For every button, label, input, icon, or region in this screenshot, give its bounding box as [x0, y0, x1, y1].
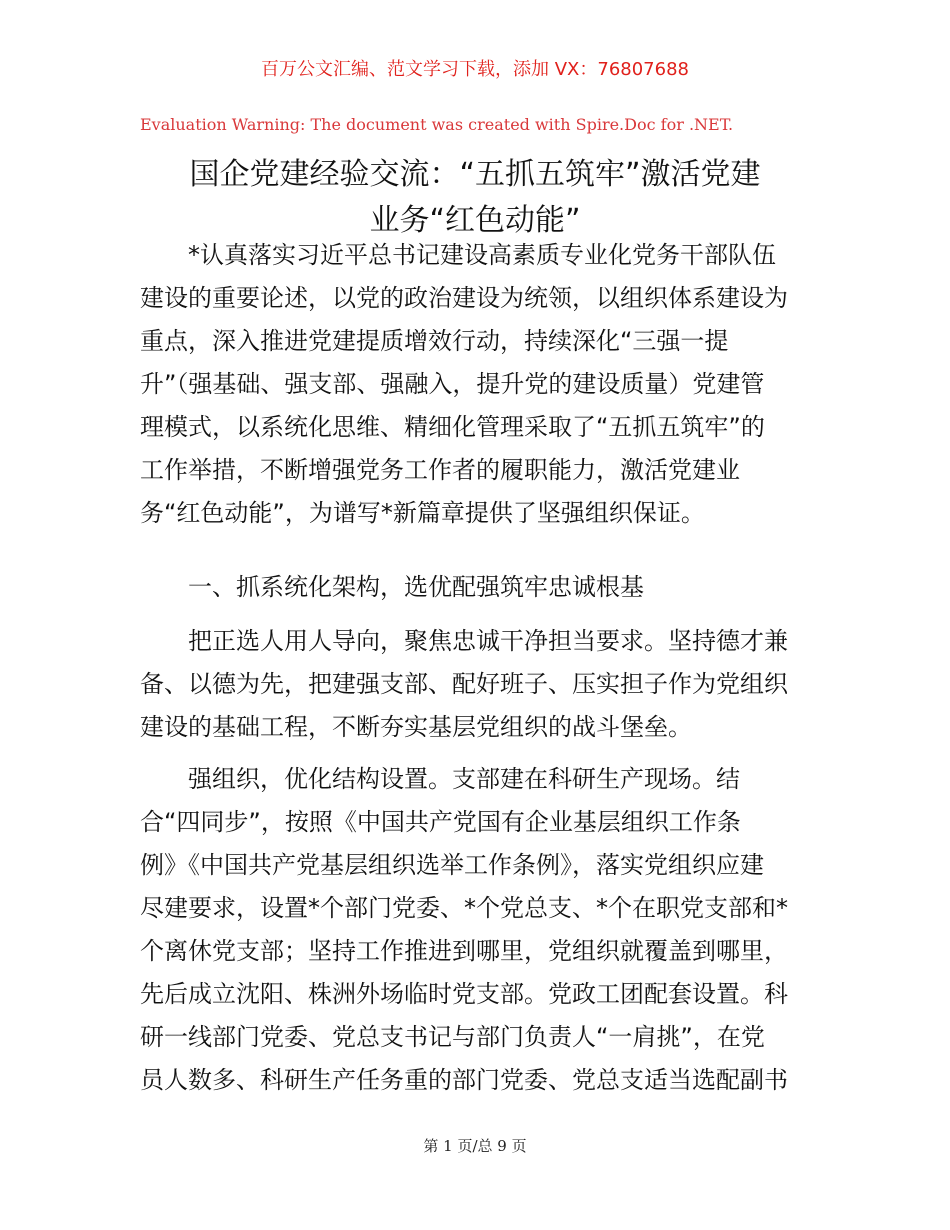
text-line: 员人数多、科研生产任务重的部门党委、党总支适当选配副书: [140, 1066, 788, 1094]
text-line: 研一线部门党委、党总支书记与部门负责人“一肩挑”，在党: [140, 1023, 765, 1051]
text-line: 强组织，优化结构设置。支部建在科研生产现场。结: [188, 765, 740, 793]
paragraph-intro: [140, 234, 812, 535]
text-line: 务“红色动能”，为谱写*新篇章提供了坚强组织保证。: [140, 499, 705, 527]
text-line: 建设的基础工程，不断夯实基层党组织的战斗堡垒。: [140, 713, 692, 741]
text-line: 备、以德为先，把建强支部、配好班子、压实担子作为党组织: [140, 670, 788, 698]
text-line: 工作举措，不断增强党务工作者的履职能力，激活党建业: [140, 456, 740, 484]
paragraph-body: [140, 620, 812, 749]
text-line: 升”（强基础、强支部、强融入，提升党的建设质量）党建管: [140, 370, 765, 398]
section-heading: [140, 566, 812, 609]
text-line: 一、抓系统化架构，选优配强筑牢忠诚根基: [188, 573, 644, 601]
text-line: 个离休党支部；坚持工作推进到哪里，党组织就覆盖到哪里，: [140, 937, 788, 965]
text-line: 尽建要求，设置*个部门党委、*个党总支、*个在职党支部和*: [140, 894, 788, 922]
text-line: 合“四同步”，按照《中国共产党国有企业基层组织工作条: [140, 808, 741, 836]
title-line: 业务“红色动能”: [369, 203, 581, 238]
text-line: 例》《中国共产党基层组织选举工作条例》，落实党组织应建: [140, 851, 764, 879]
header-banner: 百万公文汇编、范文学习下载，添加 VX：76807688: [261, 59, 689, 80]
page-footer: 第 1 页/总 9 页: [423, 1137, 527, 1155]
paragraph-body: [140, 758, 812, 1102]
text-line: 先后成立沈阳、株洲外场临时党支部。党政工团配套设置。科: [140, 980, 788, 1008]
text-line: *认真落实习近平总书记建设高素质专业化党务干部队伍: [188, 241, 776, 269]
text-line: 重点，深入推进党建提质增效行动，持续深化“三强一提: [140, 327, 729, 355]
title-line: 国企党建经验交流：“五抓五筑牢”激活党建: [189, 157, 761, 192]
evaluation-warning: Evaluation Warning: The document was created with Spire.Doc for .NET.: [140, 115, 734, 134]
text-line: 理模式，以系统化思维、精细化管理采取了“五抓五筑牢”的: [140, 413, 765, 441]
text-line: 建设的重要论述，以党的政治建设为统领，以组织体系建设为: [140, 284, 788, 312]
document-title: [140, 152, 810, 244]
text-line: 把正选人用人导向，聚焦忠诚干净担当要求。坚持德才兼: [188, 627, 788, 655]
